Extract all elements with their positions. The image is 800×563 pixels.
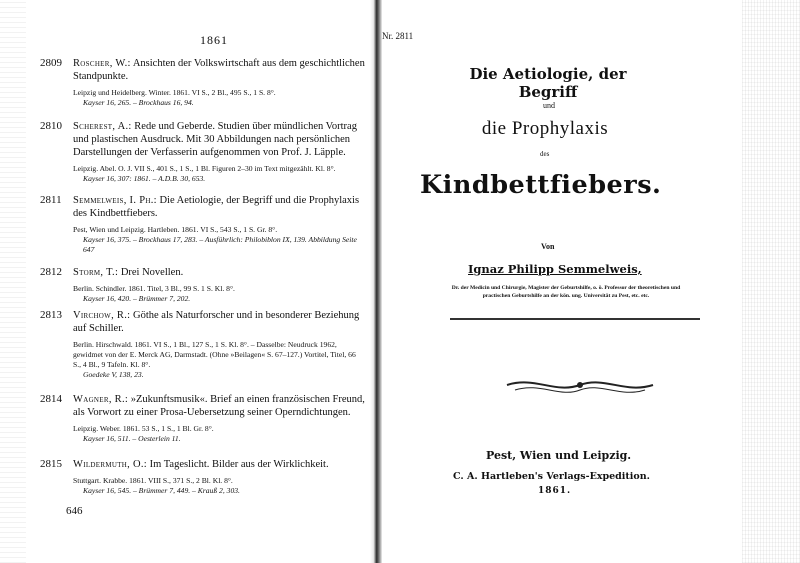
entry-author: Wildermuth, O.:: [73, 459, 148, 470]
entry-number: 2813: [40, 309, 62, 321]
title-connector-des: des: [540, 150, 550, 158]
entry-title: Drei Novellen.: [118, 267, 184, 278]
imprint-year: 1861.: [538, 486, 572, 496]
entry-title: Rede und Geberde. Studien über mündlichen Vortrag und plastischen Ausdruck. Mit 30 Abbildungen nach persönlichen Darstellungen der Verfasserin aufgenommen von Prof. J. Läpple.: [73, 121, 357, 158]
entry-author: Scherest, A.:: [73, 121, 132, 132]
by-line-von: Von: [541, 242, 555, 251]
author-credentials: Dr. der Medicin und Chirurgie, Magister der Geburtshilfe, o. ö. Professor der theoretischen und practischen Geburtshilfe an der kön. ung. Universität zu Pest, etc. etc.: [451, 285, 681, 299]
entry-number: 2812: [40, 266, 62, 278]
title-connector-und: und: [543, 101, 555, 110]
entry-title: Göthe als Naturforscher und in besonderer Beziehung auf Schiller.: [73, 310, 360, 334]
page-edge-shadow: [0, 0, 26, 563]
title-rule: [450, 318, 700, 320]
entry-references: Kayser 16, 307: 1861. – A.D.B. 30, 653.: [83, 174, 206, 183]
left-page: [0, 0, 370, 563]
book-gutter: [370, 0, 382, 563]
title-line-1: Die Aetiologie, der Begriff: [469, 65, 627, 101]
entry-title: »Zukunftsmusik«. Brief an einen französischen Freund, als Vorwort zu einer Prosa-Uebersetzung seiner Operndichtungen.: [73, 394, 365, 418]
title-line-3: Kindbettfiebers.: [420, 170, 662, 200]
entry-references: Kayser 16, 511. – Oesterlein 11.: [83, 434, 181, 443]
entry-references: Kayser 16, 265. – Brockhaus 16, 94.: [83, 98, 194, 107]
entry-number: 2810: [40, 120, 62, 132]
entry-imprint: Leipzig und Heidelberg. Winter. 1861. VI S., 2 Bl., 495 S., 1 S. 8°.: [73, 88, 276, 97]
entry-imprint: Leipzig. Abel. O. J. VII S., 401 S., 1 S., 1 Bl. Figuren 2–30 im Text mitgezählt. Kl. 8°.: [73, 164, 336, 173]
entry-number: 2809: [40, 57, 62, 69]
author-name: Ignaz Philipp Semmelweis,: [468, 262, 642, 276]
entry-title: Ansichten der Volkswirtschaft aus dem geschichtlichen Standpunkte.: [73, 58, 365, 82]
entry-author: Semmelweis, I. Ph.:: [73, 195, 157, 206]
entry-number: 2811: [40, 194, 62, 206]
entry-number: 2815: [40, 458, 62, 470]
entry-imprint: Stuttgart. Krabbe. 1861. VIII S., 371 S., 2 Bl. Kl. 8°.: [73, 476, 233, 485]
entry-author: Storm, T.:: [73, 267, 119, 278]
entry-imprint: Leipzig. Weber. 1861. 53 S., 1 S., 1 Bl. Gr. 8°.: [73, 424, 214, 433]
entry-references: Kayser 16, 545. – Brümmer 7, 449. – Krauß 2, 303.: [83, 486, 240, 495]
entry-author: Wagner, R.:: [73, 394, 129, 405]
entry-author: Roscher, W.:: [73, 58, 131, 69]
running-head-year: 1861: [200, 33, 228, 47]
entry-imprint: Berlin. Hirschwald. 1861. VI S., 1 Bl., 127 S., 1 S. Kl. 8°. – Dasselbe: Neudruck 1962, gewidmet von der E. Merck AG, Darmstadt. (Ohne »Beilagen« S. 67–127.) Vortitel, Titel, 66 S., 4 Bl., 9 Tafeln. Kl. 8°.: [73, 340, 356, 369]
entry-references: Goedeke V, 138, 23.: [83, 370, 144, 379]
page-edge-shadow: [742, 0, 800, 563]
entry-references: Kayser 16, 420. – Brümmer 7, 202.: [83, 294, 191, 303]
entry-imprint: Pest, Wien und Leipzig. Hartleben. 1861. VI S., 543 S., 1 S. Gr. 8°.: [73, 225, 278, 234]
entry-title: Die Aetiologie, der Begriff und die Prophylaxis des Kindbettfiebers.: [73, 195, 360, 219]
entry-references: Kayser 16, 375. – Brockhaus 17, 283. – Ausführlich: Philobiblon IX, 139. Abbildung Seite 647: [83, 235, 357, 254]
imprint-place: Pest, Wien und Leipzig.: [486, 449, 632, 462]
imprint-publisher: C. A. Hartleben's Verlags-Expedition.: [453, 471, 650, 482]
plate-number: Nr. 2811: [382, 31, 414, 41]
title-line-2: die Prophylaxis: [481, 118, 609, 139]
entry-imprint: Berlin. Schindler. 1861. Titel, 3 Bl., 99 S. 1 S. Kl. 8°.: [73, 284, 235, 293]
entry-title: Im Tageslicht. Bilder aus der Wirklichkeit.: [147, 459, 329, 470]
page-number: 646: [66, 505, 83, 517]
entry-number: 2814: [40, 393, 62, 405]
entry-author: Virchow, R.:: [73, 310, 131, 321]
ornament-divider: [505, 372, 655, 398]
